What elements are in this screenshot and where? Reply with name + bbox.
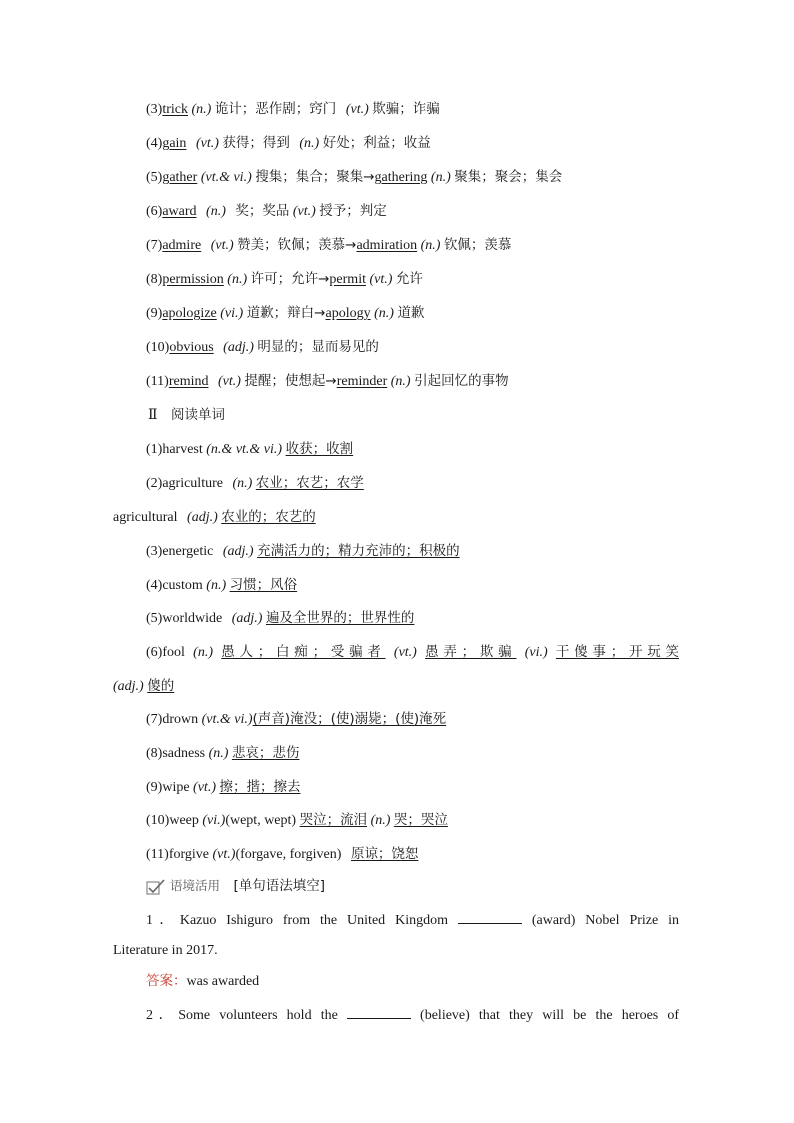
- part-of-speech: (vt.): [193, 780, 216, 795]
- meaning: 赞美；钦佩；羡慕→: [237, 237, 357, 253]
- part-of-speech: (vt.): [393, 645, 417, 660]
- answer-blank[interactable]: [347, 1005, 411, 1019]
- item-number: (10): [146, 813, 170, 828]
- meaning: 引起回忆的事物: [414, 373, 509, 389]
- meaning: 奖；奖品: [235, 203, 290, 219]
- reading-word: agricultural: [113, 510, 178, 525]
- derived-word: apology: [325, 306, 371, 321]
- reading-item-energetic: [146, 541, 460, 562]
- part-of-speech: (n.): [430, 170, 451, 185]
- meaning: 聚集；聚会；集会: [454, 169, 563, 185]
- vocab-word: obvious: [169, 340, 214, 355]
- answer-meaning: 农业的；农艺的: [221, 509, 316, 525]
- meaning: 诡计；恶作剧；窍门: [214, 101, 337, 117]
- part-of-speech: (n.): [420, 238, 441, 253]
- section-numeral: Ⅱ: [148, 408, 158, 423]
- reading-item-wipe: [146, 777, 300, 798]
- derived-word: admiration: [356, 238, 418, 253]
- question-hint: (award) Nobel Prize in: [531, 913, 680, 928]
- exercise-label: 语境活用: [170, 878, 221, 893]
- answer-meaning: 愚弄；欺骗: [425, 644, 517, 660]
- part-of-speech: (vt.): [292, 204, 316, 219]
- item-number: (6): [146, 204, 163, 219]
- part-of-speech: (n.): [206, 204, 226, 219]
- part-of-speech: (n.): [206, 578, 227, 593]
- meaning: 钦佩；羡慕: [443, 237, 512, 253]
- question-text: 1．Kazuo Ishiguro from the United Kingdom: [146, 913, 448, 928]
- reading-word: worldwide: [162, 611, 223, 626]
- reading-item-agriculture: [146, 473, 364, 494]
- section-heading: [148, 405, 225, 426]
- part-of-speech: (n.): [374, 306, 394, 321]
- vocab-word: remind: [168, 374, 209, 389]
- exercise-title: [单句语法填空]: [233, 878, 326, 894]
- answer-meaning: 擦；揩；擦去: [219, 779, 301, 795]
- question-1-answer: [146, 971, 259, 992]
- vocab-item-remind: [146, 371, 509, 392]
- item-number: (7): [146, 238, 163, 253]
- part-of-speech: (n.): [208, 746, 229, 761]
- part-of-speech: (vt.): [212, 847, 236, 862]
- part-of-speech: (vt.): [210, 238, 234, 253]
- exercise-header: [146, 876, 325, 897]
- meaning: 好处；利益；收益: [322, 135, 431, 151]
- answer-meaning: 遍及全世界的；世界性的: [265, 610, 415, 626]
- part-of-speech: (n.): [370, 813, 391, 828]
- part-of-speech: (n.): [227, 272, 248, 287]
- question-1-cont: [113, 941, 218, 961]
- reading-item-worldwide: [146, 608, 414, 629]
- reading-item-weep: [146, 810, 448, 831]
- part-of-speech: (adj.): [223, 340, 254, 355]
- answer-blank[interactable]: [458, 910, 522, 924]
- answer-meaning: 悲哀；悲伤: [231, 745, 300, 761]
- vocab-word: trick: [162, 102, 188, 117]
- answer-meaning: 收获；收割: [285, 441, 354, 457]
- item-number: (9): [146, 306, 163, 321]
- item-number: (7): [146, 712, 163, 727]
- reading-word: wipe: [162, 780, 190, 795]
- part-of-speech: (n.& vt.& vi.): [206, 442, 283, 457]
- part-of-speech: (adj.): [187, 510, 218, 525]
- item-number: (6): [146, 645, 163, 660]
- item-number: (3): [146, 544, 163, 559]
- answer-meaning: 愚人；白痴；受骗者: [221, 644, 386, 660]
- answer-meaning: (声音)淹没；(使)溺毙；(使)淹死: [252, 711, 447, 727]
- answer-meaning: 习惯；风俗: [229, 577, 298, 593]
- part-of-speech: (vi.): [202, 813, 226, 828]
- item-number: (5): [146, 170, 163, 185]
- answer-meaning: 农业；农艺；农学: [255, 475, 364, 491]
- reading-item-fool-cont: [113, 676, 174, 697]
- question-hint: (believe) that they will be the heroes of: [420, 1008, 680, 1023]
- vocab-word: permission: [162, 272, 224, 287]
- part-of-speech: (vt.): [217, 374, 241, 389]
- reading-word: agriculture: [162, 476, 223, 491]
- item-number: (3): [146, 102, 163, 117]
- check-icon: [146, 879, 166, 895]
- reading-word: weep: [169, 813, 199, 828]
- item-number: (11): [146, 374, 169, 389]
- meaning: 获得；得到: [222, 135, 290, 151]
- answer-label: 答案：: [146, 973, 187, 989]
- part-of-speech: (vt.): [369, 272, 393, 287]
- item-number: (2): [146, 476, 163, 491]
- meaning: 许可；允许→: [250, 271, 330, 287]
- answer-text: was awarded: [186, 974, 260, 989]
- vocab-word: gather: [162, 170, 198, 185]
- verb-forms: (forgave, forgiven): [235, 847, 342, 862]
- answer-meaning: 充满活力的；精力充沛的；积极的: [257, 543, 460, 559]
- vocab-item-gain: [146, 133, 431, 154]
- item-number: (8): [146, 746, 163, 761]
- item-number: (1): [146, 442, 163, 457]
- section-title: 阅读单词: [171, 407, 226, 423]
- vocab-item-apologize: [146, 303, 424, 324]
- item-number: (8): [146, 272, 163, 287]
- meaning: 明显的；显而易见的: [257, 339, 379, 355]
- vocab-item-obvious: [146, 337, 379, 358]
- reading-word: drown: [162, 712, 199, 727]
- vocab-word: award: [162, 204, 197, 219]
- answer-meaning: 傻的: [147, 678, 175, 694]
- item-number: (4): [146, 578, 163, 593]
- part-of-speech: (adj.): [113, 679, 144, 694]
- reading-item-sadness: [146, 743, 299, 764]
- reading-word: fool: [162, 645, 185, 660]
- vocab-word: admire: [162, 238, 202, 253]
- answer-meaning: 干傻事；开玩笑: [555, 644, 679, 660]
- part-of-speech: (vt.& vi.): [201, 712, 253, 727]
- reading-item-drown: [146, 709, 446, 730]
- part-of-speech: (vt.): [345, 102, 369, 117]
- vocab-word: apologize: [162, 306, 217, 321]
- item-number: (9): [146, 780, 163, 795]
- part-of-speech: (n.): [193, 645, 213, 660]
- part-of-speech: (n.): [390, 374, 411, 389]
- question-text: Literature in 2017.: [113, 943, 218, 958]
- item-number: (5): [146, 611, 163, 626]
- vocab-item-trick: [146, 99, 440, 120]
- meaning: 道歉: [397, 305, 425, 321]
- vocab-word: gain: [162, 136, 187, 151]
- reading-word: harvest: [162, 442, 203, 457]
- part-of-speech: (vi.): [220, 306, 244, 321]
- question-2: [146, 1005, 679, 1026]
- reading-item-harvest: [146, 439, 353, 460]
- vocab-item-gather: [146, 167, 562, 188]
- reading-word: sadness: [162, 746, 206, 761]
- derived-word: permit: [329, 272, 366, 287]
- reading-item-forgive: [146, 844, 418, 865]
- part-of-speech: (vt.): [195, 136, 219, 151]
- part-of-speech: (adj.): [222, 544, 254, 559]
- part-of-speech: (n.): [299, 136, 320, 151]
- item-number: (4): [146, 136, 163, 151]
- meaning: 欺骗；诈骗: [372, 101, 440, 117]
- derived-word: reminder: [336, 374, 388, 389]
- meaning: 授予；判定: [319, 203, 387, 219]
- verb-forms: (wept, wept): [225, 813, 297, 828]
- question-1: [146, 910, 679, 931]
- vocab-item-admire: [146, 235, 511, 256]
- vocab-item-permission: [146, 269, 423, 290]
- meaning: 搜集；集合；聚集→: [255, 169, 375, 185]
- answer-meaning: 哭泣；流泪: [299, 812, 368, 828]
- part-of-speech: (vi.): [524, 645, 548, 660]
- item-number: (10): [146, 340, 170, 355]
- reading-item-agricultural: [113, 507, 316, 528]
- vocab-item-award: [146, 201, 387, 222]
- reading-word: custom: [162, 578, 203, 593]
- reading-word: energetic: [162, 544, 214, 559]
- part-of-speech: (n.): [232, 476, 253, 491]
- meaning: 允许: [395, 271, 423, 287]
- meaning: 提醒；使想起→: [244, 373, 337, 389]
- reading-item-custom: [146, 575, 297, 596]
- part-of-speech: (adj.): [231, 611, 263, 626]
- question-text: 2．Some volunteers hold the: [146, 1008, 338, 1023]
- part-of-speech: (vt.& vi.): [200, 170, 252, 185]
- derived-word: gathering: [374, 170, 428, 185]
- reading-word: forgive: [168, 847, 209, 862]
- answer-meaning: 原谅；饶恕: [350, 846, 419, 862]
- meaning: 道歉；辩白→: [246, 305, 326, 321]
- answer-meaning: 哭；哭泣: [393, 812, 448, 828]
- reading-item-fool: [146, 642, 679, 663]
- item-number: (11): [146, 847, 169, 862]
- part-of-speech: (n.): [191, 102, 212, 117]
